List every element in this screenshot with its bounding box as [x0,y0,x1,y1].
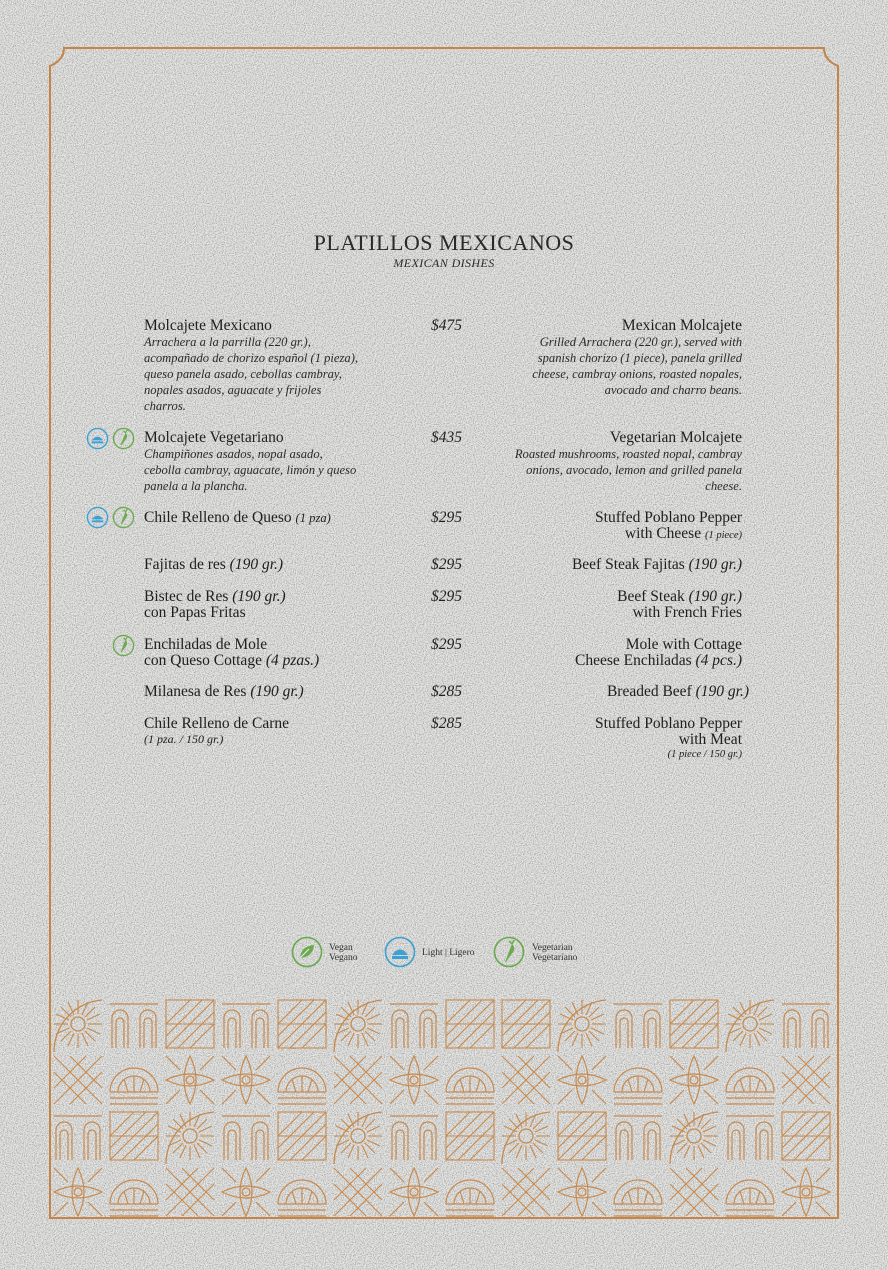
menu-item-en [477,589,742,621]
vegetarian-icon [112,427,135,450]
dish-name: with Meat [678,731,742,748]
vegetarian-icon [112,634,135,657]
dish-portion: (190 gr.) [695,683,749,700]
menu-item-es [144,318,399,414]
dish-name: with Cheese [624,525,702,542]
dish-name: Mexican Molcajete [621,317,742,334]
dish-price: $295 [431,556,462,573]
dish-description: Grilled Arrachera (220 gr.), served with spanish chorizo (1 piece), panela grilled cheese, cambray onions, roasted nopales, avocado and charro beans. [532,335,742,397]
dish-name: Milanesa de Res [144,683,247,700]
legend-light: Light | Ligero [422,948,475,958]
dish-name: Chile Relleno de Carne [144,715,290,732]
dish-portion: (4 pzas.) [265,652,320,669]
dish-portion: (190 gr.) [688,556,742,573]
dish-portion: (1 piece / 150 gr.) [667,749,742,760]
dish-name: Stuffed Poblano Pepper [595,509,742,526]
menu-item-en [484,684,749,700]
dish-price: $295 [431,588,462,605]
legend-vegan: Vegan Vegano [329,943,358,963]
dish-name: con Queso Cottage [144,652,262,669]
dish-name: Breaded Beef [606,683,692,700]
menu-item-en [477,318,742,398]
menu-item-en [477,637,742,669]
dish-name: Chile Relleno de Queso [144,509,292,526]
menu-item-en [477,510,742,544]
dish-price: $435 [431,429,462,446]
vegetarian-icon [493,936,525,968]
menu-item-es [144,637,399,669]
dish-description: Roasted mushrooms, roasted nopal, cambray onions, avocado, lemon and grilled panela cheese. [514,447,742,493]
dish-portion: (190 gr.) [688,588,742,605]
menu-item-en [477,557,742,573]
page-title: PLATILLOS MEXICANOS [313,230,575,255]
dish-name: Mole with Cottage [625,636,742,653]
dish-price: $285 [431,683,462,700]
dish-portion: (190 gr.) [232,588,286,605]
page-subtitle: MEXICAN DISHES [393,256,495,270]
dish-name: Stuffed Poblano Pepper [595,715,742,732]
dish-name: Molcajete Vegetariano [144,429,284,446]
dish-name: Beef Steak Fajitas [571,556,685,573]
menu-item-es [144,510,399,526]
dish-price: $475 [431,317,462,334]
tile-pattern [50,996,838,1218]
dish-name: Vegetarian Molcajete [609,429,742,446]
light-icon [384,936,416,968]
light-icon [86,506,109,529]
menu-item-en [477,430,742,494]
legend-vegetarian: Vegetarian Vegetariano [532,943,578,963]
menu-item-en [477,716,742,762]
vegetarian-icon [112,506,135,529]
menu-item-es [144,430,399,494]
dish-portion: (190 gr.) [250,683,304,700]
dish-description: Arrachera a la parrilla (220 gr.), acompañado de chorizo español (1 pieza), queso panela asado, cebollas cambray, nopales asados, aguacate y frijoles charros. [144,335,359,413]
dish-portion: (190 gr.) [229,556,284,573]
dish-name: Cheese Enchiladas [574,652,692,669]
dish-price: $285 [431,715,462,732]
dish-portion: (1 pza. / 150 gr.) [144,732,224,746]
vegan-icon [291,936,323,968]
menu-item-es [144,716,399,747]
dish-name: Molcajete Mexicano [144,317,272,334]
menu-item-es [144,684,399,700]
menu-item-es [144,589,399,621]
menu-item-es [144,557,399,573]
dish-portion: (1 pza) [295,511,331,525]
dish-price: $295 [431,636,462,653]
dish-name: Bistec de Res [144,588,229,605]
dish-name: Beef Steak [617,588,685,605]
dish-description: Champiñones asados, nopal asado, cebolla cambray, aguacate, limón y queso panela a la plancha. [144,447,357,493]
dish-name: con Papas Fritas [144,604,246,621]
dish-portion: (1 piece) [704,530,742,541]
light-icon [86,427,109,450]
dish-name: Fajitas de res [144,556,226,573]
dish-price: $295 [431,509,462,526]
dish-name: with French Fries [632,604,742,621]
dish-name: Enchiladas de Mole [144,636,268,653]
dish-portion: (4 pcs.) [695,652,742,669]
